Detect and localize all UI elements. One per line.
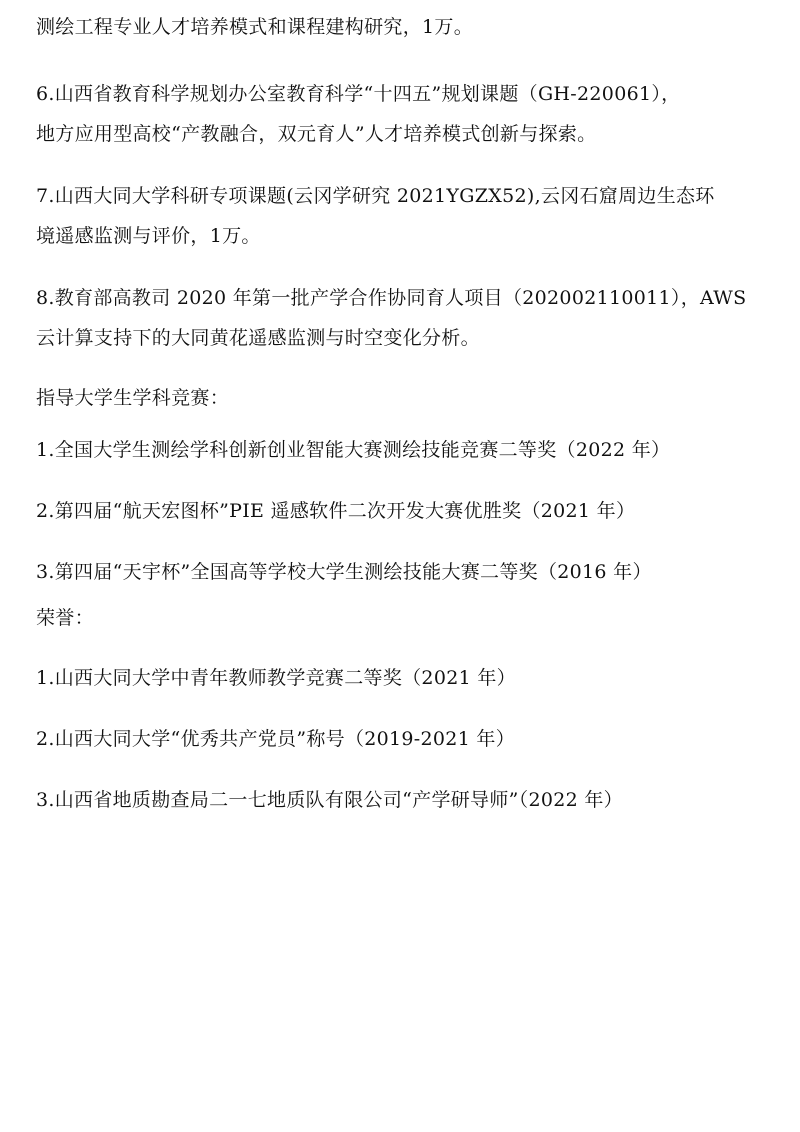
project-6-line-1: 6.山西省教育科学规划办公室教育科学“十四五”规划课题（GH-220061）， [36, 83, 681, 105]
competition-item: 3.第四届“天宇杯”全国高等学校大学生测绘技能大赛二等奖（2016 年） [36, 561, 652, 583]
competitions-heading: 指导大学生学科竞赛： [36, 387, 230, 409]
project-6-line-2: 地方应用型高校“产教融合，双元育人”人才培养模式创新与探索。 [36, 123, 597, 145]
project-7-line-1: 7.山西大同大学科研专项课题(云冈学研究 2021YGZX52),云冈石窟周边生态环 [36, 185, 715, 207]
competition-item: 2.第四届“航天宏图杯”PIE 遥感软件二次开发大赛优胜奖（2021 年） [36, 500, 636, 522]
competition-item: 1.全国大学生测绘学科创新创业智能大赛测绘技能竞赛二等奖（2022 年） [36, 439, 671, 461]
honor-item: 2.山西大同大学“优秀共产党员”称号（2019-2021 年） [36, 728, 516, 750]
honor-item: 3.山西省地质勘查局二一七地质队有限公司“产学研导师”（2022 年） [36, 789, 623, 811]
project-7-line-2: 境遥感监测与评价，1万。 [36, 225, 261, 247]
project-8-line-2: 云计算支持下的大同黄花遥感监测与时空变化分析。 [36, 327, 480, 349]
honors-heading: 荣誉： [36, 607, 94, 629]
project-8-line-1: 8.教育部高教司 2020 年第一批产学合作协同育人项目（202002110011），AWS [36, 287, 747, 309]
honor-item: 1.山西大同大学中青年教师教学竞赛二等奖（2021 年） [36, 667, 516, 689]
project-5-continuation: 测绘工程专业人才培养模式和课程建构研究，1万。 [36, 16, 473, 38]
